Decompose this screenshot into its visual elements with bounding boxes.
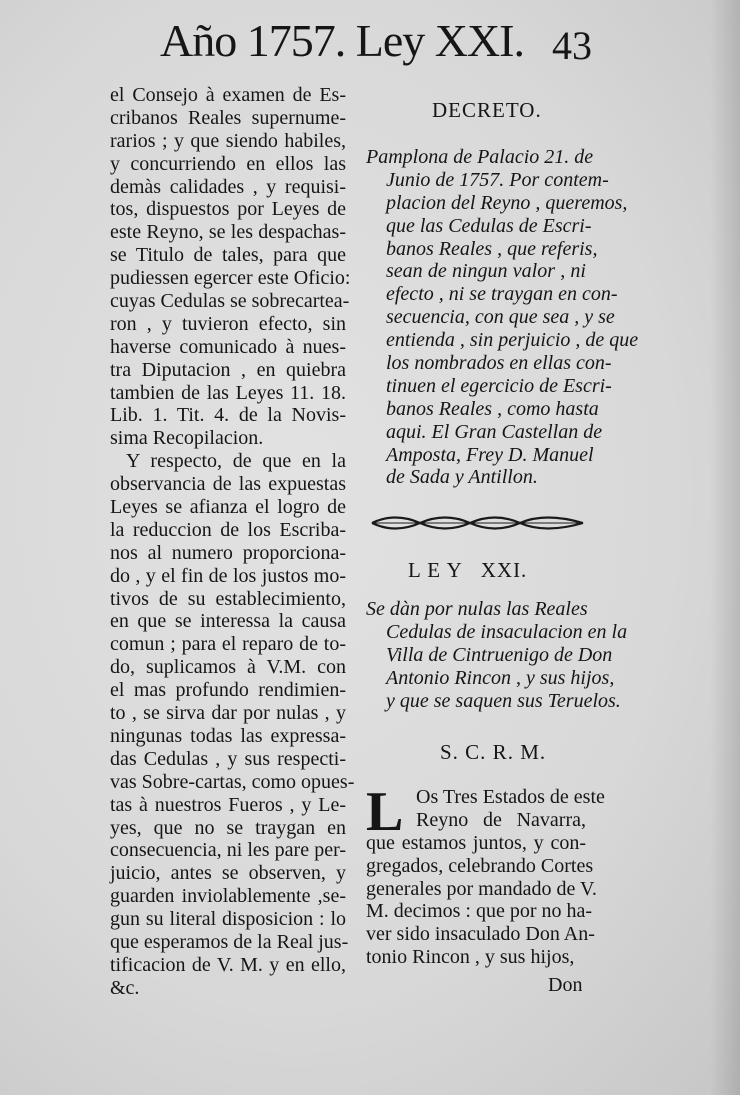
- text-line: Se dàn por nulas las Reales: [366, 598, 588, 620]
- text-line: entienda , sin perjuicio , de que: [386, 329, 639, 352]
- text-line: placion del Reyno , queremos,: [386, 191, 628, 214]
- text-line: sean de ningun valor , ni: [386, 260, 586, 283]
- text-line: el Consejo à examen de Es-: [110, 84, 346, 106]
- text-line: Antonio Rincon , y sus hijos,: [386, 666, 615, 689]
- text-line: y concurriendo en ellos las: [110, 152, 346, 175]
- text-line: que estamos juntos, y con-: [366, 831, 586, 854]
- running-head: Año 1757. Ley XXI.: [160, 15, 524, 66]
- page-number: 43: [552, 23, 592, 68]
- text-line: rarios ; y que siendo habiles,: [110, 129, 346, 152]
- text-line: aqui. El Gran Castellan de: [386, 420, 603, 443]
- page-edge-shadow: [710, 0, 740, 1095]
- text-line: Pamplona de Palacio 21. de: [366, 146, 594, 168]
- text-line: &c.: [110, 976, 140, 999]
- text-line: cuyas Cedulas se sobrecartea-: [110, 290, 350, 313]
- text-line: Junio de 1757. Por contem-: [386, 168, 609, 191]
- text-line: tivos de su establecimiento,: [110, 587, 346, 610]
- text-line: comun ; para el reparo de to-: [110, 633, 346, 656]
- text-line: tos, dispuestos por Leyes de: [110, 198, 346, 221]
- text-line: ningunas todas las expressa-: [110, 724, 346, 747]
- text-line: banos Reales , que referis,: [386, 237, 598, 260]
- text-line: tambien de las Leyes 11. 18.: [110, 381, 346, 404]
- text-line: consecuencia, ni les pare per-: [110, 839, 346, 862]
- text-line: to , se sirva dar por nulas , y: [110, 702, 346, 725]
- text-line: generales por mandado de V.: [366, 877, 597, 900]
- text-line: la reduccion de los Escriba-: [110, 518, 346, 541]
- left-column: [110, 84, 355, 1000]
- text-line: que las Cedulas de Escri-: [386, 214, 592, 237]
- text-line: efecto , ni se traygan en con-: [386, 283, 618, 306]
- text-line: Y respecto, de que en la: [126, 450, 346, 473]
- text-line: en que se interessa la causa: [110, 610, 346, 633]
- text-line: Leyes se afianza el logro de: [110, 496, 346, 519]
- text-line: ron , y tuvieron efecto, sin: [110, 312, 346, 335]
- text-line: se Titulo de tales, para que: [110, 244, 346, 267]
- text-line: demàs calidades , y requisi-: [110, 175, 346, 198]
- text-line: haverse comunicado à nues-: [110, 335, 346, 358]
- text-line: guarden inviolablemente ,se-: [110, 885, 346, 908]
- text-line: vas Sobre-cartas, como opues-: [110, 770, 355, 793]
- text-line: sima Recopilacion.: [110, 427, 264, 450]
- decreto-text: [366, 146, 639, 489]
- text-line: observancia de las expuestas: [110, 473, 346, 496]
- text-line: el mas profundo rendimien-: [110, 679, 346, 702]
- text-line: Os Tres Estados de este: [416, 786, 605, 808]
- ley-heading: L E Y XXI.: [408, 558, 528, 582]
- text-line: juicio, antes se observen, y: [110, 862, 346, 885]
- text-line: gun su literal disposicion : lo: [110, 908, 346, 931]
- text-line: nos al numero proporciona-: [110, 541, 346, 564]
- address-heading: S. C. R. M.: [440, 740, 547, 764]
- text-line: tonio Rincon , y sus hijos,: [366, 946, 575, 969]
- text-line: que esperamos de la Real jus-: [110, 930, 349, 953]
- text-line: de Sada y Antillon.: [386, 466, 538, 489]
- text-line: y que se saquen sus Teruelos.: [386, 689, 621, 712]
- address-text: [366, 786, 605, 969]
- drop-cap: L: [366, 788, 404, 832]
- text-line: banos Reales , como hasta: [386, 397, 599, 420]
- ornament-divider: [370, 512, 585, 534]
- text-line: cribanos Reales supernume-: [110, 106, 346, 129]
- text-line: los nombrados en ellas con-: [386, 352, 612, 375]
- text-line: pudiessen egercer este Oficio:: [110, 267, 351, 290]
- text-line: Villa de Cintruenigo de Don: [386, 643, 613, 666]
- text-line: M. decimos : que por no ha-: [366, 900, 593, 923]
- text-line: Lib. 1. Tit. 4. de la Novis-: [110, 404, 346, 427]
- text-line: das Cedulas , y sus respecti-: [110, 747, 346, 770]
- text-line: ver sido insaculado Don An-: [366, 923, 595, 946]
- text-line: do , y el fin de los justos mo-: [110, 564, 346, 587]
- text-line: tificacion de V. M. y en ello,: [110, 953, 346, 976]
- text-line: do, suplicamos à V.M. con: [110, 656, 346, 679]
- text-line: tinuen el egercicio de Escri-: [386, 374, 612, 397]
- text-line: tas à nuestros Fueros , y Le-: [110, 793, 346, 816]
- ley-summary: [366, 598, 628, 712]
- catchword: Don: [548, 974, 583, 996]
- text-line: Reyno de Navarra,: [416, 808, 586, 831]
- text-line: gregados, celebrando Cortes: [366, 854, 594, 877]
- text-line: este Reyno, se les despachas-: [110, 221, 346, 244]
- decreto-heading: DECRETO.: [432, 98, 542, 122]
- text-line: Amposta, Frey D. Manuel: [386, 443, 594, 466]
- text-line: secuencia, con que sea , y se: [386, 306, 615, 329]
- text-line: tra Diputacion , en quiebra: [110, 358, 346, 381]
- text-line: Cedulas de insaculacion en la: [386, 620, 628, 643]
- text-line: yes, que no se traygan en: [110, 816, 346, 839]
